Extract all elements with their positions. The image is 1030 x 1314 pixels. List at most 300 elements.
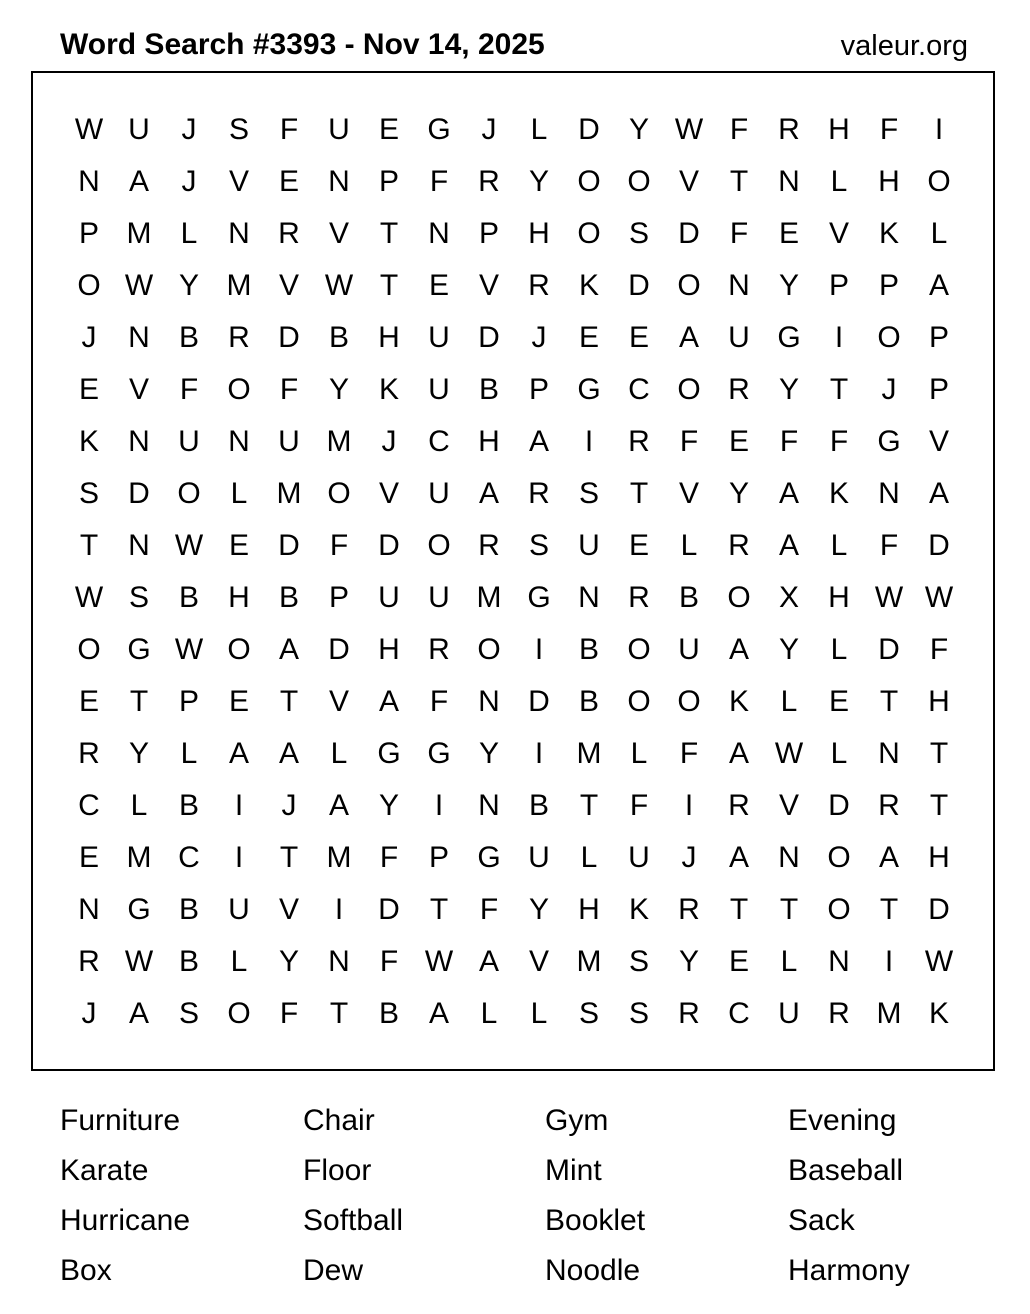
grid-letter[interactable]: A [528, 425, 549, 458]
grid-letter[interactable]: D [328, 633, 350, 666]
grid-letter[interactable]: H [928, 841, 950, 874]
grid-letter[interactable]: K [378, 373, 399, 406]
grid-letter[interactable]: Y [328, 373, 349, 406]
grid-letter[interactable]: I [234, 841, 244, 874]
grid-letter[interactable]: L [180, 217, 198, 250]
grid-letter[interactable]: S [628, 997, 649, 1030]
grid-letter[interactable]: J [81, 321, 97, 354]
grid-letter[interactable]: H [378, 321, 400, 354]
grid-letter[interactable]: E [628, 321, 649, 354]
grid-letter[interactable]: A [128, 165, 149, 198]
grid-letter[interactable]: R [228, 321, 250, 354]
grid-letter[interactable]: V [928, 425, 949, 458]
grid-letter[interactable]: C [78, 789, 100, 822]
grid-letter[interactable]: U [378, 581, 400, 614]
grid-letter[interactable]: T [579, 789, 599, 822]
grid-letter[interactable]: U [328, 113, 350, 146]
grid-letter[interactable]: V [678, 165, 699, 198]
grid-letter[interactable]: N [128, 529, 150, 562]
grid-letter[interactable]: U [128, 113, 150, 146]
grid-letter[interactable]: K [728, 685, 749, 718]
grid-letter[interactable]: Y [128, 737, 149, 770]
grid-letter[interactable]: L [330, 737, 348, 770]
grid-letter[interactable]: F [929, 633, 949, 666]
grid-letter[interactable]: M [326, 425, 352, 458]
grid-letter[interactable]: J [281, 789, 297, 822]
grid-letter[interactable]: I [834, 321, 844, 354]
grid-letter[interactable]: E [228, 685, 249, 718]
grid-letter[interactable]: V [278, 269, 299, 302]
grid-letter[interactable]: I [884, 945, 894, 978]
grid-letter[interactable]: I [534, 633, 544, 666]
grid-letter[interactable]: G [577, 373, 601, 406]
grid-letter[interactable]: I [534, 737, 544, 770]
grid-letter[interactable]: N [78, 893, 100, 926]
grid-letter[interactable]: Y [478, 737, 499, 770]
grid-letter[interactable]: L [230, 477, 248, 510]
grid-letter[interactable]: A [328, 789, 349, 822]
grid-letter[interactable]: H [828, 581, 850, 614]
grid-letter[interactable]: A [778, 529, 799, 562]
grid-letter[interactable]: M [126, 217, 152, 250]
grid-letter[interactable]: E [78, 841, 99, 874]
grid-letter[interactable]: K [578, 269, 599, 302]
grid-letter[interactable]: W [174, 633, 204, 666]
grid-letter[interactable]: V [228, 165, 249, 198]
grid-letter[interactable]: J [481, 113, 497, 146]
grid-letter[interactable]: D [928, 529, 950, 562]
grid-letter[interactable]: T [729, 893, 749, 926]
grid-letter[interactable]: J [881, 373, 897, 406]
grid-letter[interactable]: L [930, 217, 948, 250]
grid-letter[interactable]: F [379, 945, 399, 978]
grid-letter[interactable]: B [478, 373, 499, 406]
grid-letter[interactable]: W [924, 945, 954, 978]
grid-letter[interactable]: B [578, 685, 599, 718]
grid-letter[interactable]: L [530, 997, 548, 1030]
grid-letter[interactable]: C [628, 373, 650, 406]
grid-letter[interactable]: M [126, 841, 152, 874]
grid-letter[interactable]: N [878, 477, 900, 510]
grid-letter[interactable]: G [427, 737, 451, 770]
grid-letter[interactable]: R [428, 633, 450, 666]
grid-letter[interactable]: O [927, 165, 951, 198]
grid-letter[interactable]: S [528, 529, 549, 562]
grid-letter[interactable]: D [378, 893, 400, 926]
grid-letter[interactable]: N [578, 581, 600, 614]
grid-letter[interactable]: J [181, 113, 197, 146]
grid-letter[interactable]: A [478, 477, 499, 510]
grid-letter[interactable]: O [827, 841, 851, 874]
grid-letter[interactable]: W [774, 737, 804, 770]
grid-letter[interactable]: R [778, 113, 800, 146]
grid-letter[interactable]: A [778, 477, 799, 510]
grid-letter[interactable]: S [128, 581, 149, 614]
grid-letter[interactable]: O [827, 893, 851, 926]
grid-letter[interactable]: L [830, 633, 848, 666]
grid-letter[interactable]: A [928, 477, 949, 510]
grid-letter[interactable]: R [728, 373, 750, 406]
grid-letter[interactable]: N [228, 217, 250, 250]
grid-letter[interactable]: R [78, 737, 100, 770]
grid-letter[interactable]: N [778, 165, 800, 198]
grid-letter[interactable]: I [334, 893, 344, 926]
grid-letter[interactable]: W [174, 529, 204, 562]
grid-letter[interactable]: M [576, 737, 602, 770]
grid-letter[interactable]: H [228, 581, 250, 614]
grid-letter[interactable]: E [728, 945, 749, 978]
grid-letter[interactable]: F [829, 425, 849, 458]
grid-letter[interactable]: O [677, 373, 701, 406]
grid-letter[interactable]: O [427, 529, 451, 562]
grid-letter[interactable]: I [934, 113, 944, 146]
grid-letter[interactable]: Y [678, 945, 699, 978]
grid-letter[interactable]: D [628, 269, 650, 302]
grid-letter[interactable]: N [128, 425, 150, 458]
grid-letter[interactable]: A [378, 685, 399, 718]
grid-letter[interactable]: A [728, 633, 749, 666]
grid-letter[interactable]: R [628, 581, 650, 614]
grid-letter[interactable]: Y [628, 113, 649, 146]
grid-letter[interactable]: S [578, 477, 599, 510]
grid-letter[interactable]: L [530, 113, 548, 146]
grid-letter[interactable]: I [434, 789, 444, 822]
grid-letter[interactable]: O [77, 269, 101, 302]
grid-letter[interactable]: E [428, 269, 449, 302]
grid-letter[interactable]: F [879, 529, 899, 562]
grid-letter[interactable]: R [728, 529, 750, 562]
grid-letter[interactable]: Y [178, 269, 199, 302]
grid-letter[interactable]: K [78, 425, 99, 458]
grid-letter[interactable]: P [878, 269, 899, 302]
grid-letter[interactable]: D [128, 477, 150, 510]
grid-letter[interactable]: N [228, 425, 250, 458]
grid-letter[interactable]: V [828, 217, 849, 250]
grid-letter[interactable]: O [877, 321, 901, 354]
grid-letter[interactable]: G [877, 425, 901, 458]
grid-letter[interactable]: B [528, 789, 549, 822]
grid-letter[interactable]: Y [528, 165, 549, 198]
grid-letter[interactable]: O [477, 633, 501, 666]
grid-letter[interactable]: M [876, 997, 902, 1030]
grid-letter[interactable]: M [326, 841, 352, 874]
grid-letter[interactable]: Y [528, 893, 549, 926]
grid-letter[interactable]: R [478, 529, 500, 562]
grid-letter[interactable]: P [328, 581, 349, 614]
grid-letter[interactable]: R [728, 789, 750, 822]
grid-letter[interactable]: E [78, 685, 99, 718]
grid-letter[interactable]: H [378, 633, 400, 666]
grid-letter[interactable]: V [778, 789, 799, 822]
grid-letter[interactable]: N [878, 737, 900, 770]
grid-letter[interactable]: L [480, 997, 498, 1030]
grid-letter[interactable]: U [428, 321, 450, 354]
grid-letter[interactable]: T [79, 529, 99, 562]
grid-letter[interactable]: G [527, 581, 551, 614]
grid-letter[interactable]: H [928, 685, 950, 718]
grid-letter[interactable]: D [528, 685, 550, 718]
grid-letter[interactable]: M [276, 477, 302, 510]
grid-letter[interactable]: R [678, 997, 700, 1030]
grid-letter[interactable]: A [728, 841, 749, 874]
grid-letter[interactable]: S [628, 945, 649, 978]
grid-letter[interactable]: U [628, 841, 650, 874]
grid-letter[interactable]: P [428, 841, 449, 874]
grid-letter[interactable]: T [629, 477, 649, 510]
grid-letter[interactable]: R [678, 893, 700, 926]
grid-letter[interactable]: B [328, 321, 349, 354]
grid-letter[interactable]: S [228, 113, 249, 146]
grid-letter[interactable]: U [528, 841, 550, 874]
grid-letter[interactable]: L [780, 945, 798, 978]
grid-letter[interactable]: D [378, 529, 400, 562]
grid-letter[interactable]: T [779, 893, 799, 926]
grid-letter[interactable]: T [879, 893, 899, 926]
grid-letter[interactable]: L [580, 841, 598, 874]
grid-letter[interactable]: P [478, 217, 499, 250]
grid-letter[interactable]: A [678, 321, 699, 354]
grid-letter[interactable]: N [478, 685, 500, 718]
grid-letter[interactable]: I [234, 789, 244, 822]
grid-letter[interactable]: K [828, 477, 849, 510]
grid-letter[interactable]: O [627, 685, 651, 718]
grid-letter[interactable]: S [78, 477, 99, 510]
grid-letter[interactable]: B [178, 789, 199, 822]
grid-letter[interactable]: Y [778, 373, 799, 406]
grid-letter[interactable]: B [278, 581, 299, 614]
grid-letter[interactable]: E [778, 217, 799, 250]
grid-letter[interactable]: R [278, 217, 300, 250]
grid-letter[interactable]: W [124, 269, 154, 302]
grid-letter[interactable]: O [627, 633, 651, 666]
grid-letter[interactable]: H [828, 113, 850, 146]
grid-letter[interactable]: E [728, 425, 749, 458]
grid-letter[interactable]: L [830, 529, 848, 562]
grid-letter[interactable]: R [528, 269, 550, 302]
grid-letter[interactable]: W [874, 581, 904, 614]
grid-letter[interactable]: E [278, 165, 299, 198]
grid-letter[interactable]: B [578, 633, 599, 666]
grid-letter[interactable]: V [528, 945, 549, 978]
grid-letter[interactable]: A [928, 269, 949, 302]
grid-letter[interactable]: H [478, 425, 500, 458]
grid-letter[interactable]: V [278, 893, 299, 926]
grid-letter[interactable]: P [828, 269, 849, 302]
grid-letter[interactable]: P [378, 165, 399, 198]
grid-letter[interactable]: A [428, 997, 449, 1030]
grid-letter[interactable]: O [227, 373, 251, 406]
grid-letter[interactable]: U [578, 529, 600, 562]
grid-letter[interactable]: A [728, 737, 749, 770]
grid-letter[interactable]: F [879, 113, 899, 146]
grid-letter[interactable]: S [628, 217, 649, 250]
grid-letter[interactable]: O [627, 165, 651, 198]
grid-letter[interactable]: R [878, 789, 900, 822]
grid-letter[interactable]: L [130, 789, 148, 822]
grid-letter[interactable]: L [830, 737, 848, 770]
grid-letter[interactable]: W [924, 581, 954, 614]
grid-letter[interactable]: V [128, 373, 149, 406]
grid-letter[interactable]: W [674, 113, 704, 146]
grid-letter[interactable]: A [278, 737, 299, 770]
grid-letter[interactable]: D [278, 321, 300, 354]
grid-letter[interactable]: W [324, 269, 354, 302]
grid-letter[interactable]: T [879, 685, 899, 718]
grid-letter[interactable]: J [181, 165, 197, 198]
grid-letter[interactable]: D [928, 893, 950, 926]
grid-letter[interactable]: B [678, 581, 699, 614]
grid-letter[interactable]: A [878, 841, 899, 874]
grid-letter[interactable]: P [78, 217, 99, 250]
grid-letter[interactable]: Y [778, 269, 799, 302]
grid-letter[interactable]: Y [778, 633, 799, 666]
grid-letter[interactable]: G [427, 113, 451, 146]
grid-letter[interactable]: T [279, 841, 299, 874]
grid-letter[interactable]: N [128, 321, 150, 354]
grid-letter[interactable]: P [528, 373, 549, 406]
grid-letter[interactable]: W [74, 113, 104, 146]
grid-letter[interactable]: E [228, 529, 249, 562]
grid-letter[interactable]: N [778, 841, 800, 874]
grid-letter[interactable]: U [228, 893, 250, 926]
grid-letter[interactable]: V [328, 217, 349, 250]
grid-letter[interactable]: U [428, 581, 450, 614]
grid-letter[interactable]: C [178, 841, 200, 874]
grid-letter[interactable]: A [478, 945, 499, 978]
grid-letter[interactable]: K [928, 997, 949, 1030]
grid-letter[interactable]: V [328, 685, 349, 718]
grid-letter[interactable]: H [578, 893, 600, 926]
grid-letter[interactable]: D [678, 217, 700, 250]
grid-letter[interactable]: U [178, 425, 200, 458]
grid-letter[interactable]: Y [278, 945, 299, 978]
grid-letter[interactable]: B [178, 945, 199, 978]
grid-letter[interactable]: A [278, 633, 299, 666]
grid-letter[interactable]: R [78, 945, 100, 978]
grid-letter[interactable]: J [531, 321, 547, 354]
grid-letter[interactable]: M [226, 269, 252, 302]
grid-letter[interactable]: U [428, 477, 450, 510]
grid-letter[interactable]: N [728, 269, 750, 302]
grid-letter[interactable]: F [729, 113, 749, 146]
grid-letter[interactable]: G [127, 893, 151, 926]
grid-letter[interactable]: E [78, 373, 99, 406]
grid-letter[interactable]: X [778, 581, 799, 614]
grid-letter[interactable]: H [878, 165, 900, 198]
grid-letter[interactable]: O [227, 633, 251, 666]
grid-letter[interactable]: S [178, 997, 199, 1030]
grid-letter[interactable]: U [278, 425, 300, 458]
grid-letter[interactable]: T [379, 269, 399, 302]
grid-letter[interactable]: B [178, 321, 199, 354]
grid-letter[interactable]: D [478, 321, 500, 354]
grid-letter[interactable]: I [584, 425, 594, 458]
grid-letter[interactable]: S [578, 997, 599, 1030]
grid-letter[interactable]: W [124, 945, 154, 978]
grid-letter[interactable]: F [379, 841, 399, 874]
grid-letter[interactable]: O [327, 477, 351, 510]
grid-letter[interactable]: B [178, 581, 199, 614]
grid-letter[interactable]: W [424, 945, 454, 978]
grid-letter[interactable]: K [878, 217, 899, 250]
grid-letter[interactable]: L [630, 737, 648, 770]
grid-letter[interactable]: F [479, 893, 499, 926]
grid-letter[interactable]: J [81, 997, 97, 1030]
grid-letter[interactable]: H [528, 217, 550, 250]
grid-letter[interactable]: F [279, 373, 299, 406]
grid-letter[interactable]: J [381, 425, 397, 458]
grid-letter[interactable]: D [878, 633, 900, 666]
grid-letter[interactable]: K [628, 893, 649, 926]
grid-letter[interactable]: L [830, 165, 848, 198]
grid-letter[interactable]: T [329, 997, 349, 1030]
grid-letter[interactable]: J [681, 841, 697, 874]
grid-letter[interactable]: B [178, 893, 199, 926]
grid-letter[interactable]: B [378, 997, 399, 1030]
grid-letter[interactable]: F [779, 425, 799, 458]
grid-letter[interactable]: R [528, 477, 550, 510]
grid-letter[interactable]: F [429, 165, 449, 198]
grid-letter[interactable]: O [727, 581, 751, 614]
grid-letter[interactable]: G [377, 737, 401, 770]
grid-letter[interactable]: C [728, 997, 750, 1030]
grid-letter[interactable]: F [679, 737, 699, 770]
grid-letter[interactable]: N [428, 217, 450, 250]
grid-letter[interactable]: N [828, 945, 850, 978]
grid-letter[interactable]: U [678, 633, 700, 666]
grid-letter[interactable]: T [279, 685, 299, 718]
grid-letter[interactable]: E [628, 529, 649, 562]
grid-letter[interactable]: G [127, 633, 151, 666]
grid-letter[interactable]: I [684, 789, 694, 822]
grid-letter[interactable]: U [778, 997, 800, 1030]
grid-letter[interactable]: D [278, 529, 300, 562]
grid-letter[interactable]: P [178, 685, 199, 718]
grid-letter[interactable]: N [328, 945, 350, 978]
grid-letter[interactable]: T [929, 789, 949, 822]
grid-letter[interactable]: R [828, 997, 850, 1030]
grid-letter[interactable]: O [577, 165, 601, 198]
grid-letter[interactable]: L [780, 685, 798, 718]
grid-letter[interactable]: E [828, 685, 849, 718]
grid-letter[interactable]: T [129, 685, 149, 718]
grid-letter[interactable]: F [279, 113, 299, 146]
grid-letter[interactable]: V [478, 269, 499, 302]
grid-letter[interactable]: P [928, 321, 949, 354]
grid-letter[interactable]: R [478, 165, 500, 198]
grid-letter[interactable]: F [329, 529, 349, 562]
grid-letter[interactable]: F [429, 685, 449, 718]
grid-letter[interactable]: E [578, 321, 599, 354]
grid-letter[interactable]: D [828, 789, 850, 822]
grid-letter[interactable]: V [378, 477, 399, 510]
grid-letter[interactable]: G [477, 841, 501, 874]
grid-letter[interactable]: T [729, 165, 749, 198]
grid-letter[interactable]: F [179, 373, 199, 406]
grid-letter[interactable]: T [829, 373, 849, 406]
grid-letter[interactable]: G [777, 321, 801, 354]
grid-letter[interactable]: Y [728, 477, 749, 510]
grid-letter[interactable]: O [577, 217, 601, 250]
grid-letter[interactable]: O [227, 997, 251, 1030]
grid-letter[interactable]: L [180, 737, 198, 770]
grid-letter[interactable]: R [628, 425, 650, 458]
grid-letter[interactable]: C [428, 425, 450, 458]
grid-letter[interactable]: D [578, 113, 600, 146]
grid-letter[interactable]: V [678, 477, 699, 510]
grid-letter[interactable]: O [677, 269, 701, 302]
grid-letter[interactable]: O [177, 477, 201, 510]
